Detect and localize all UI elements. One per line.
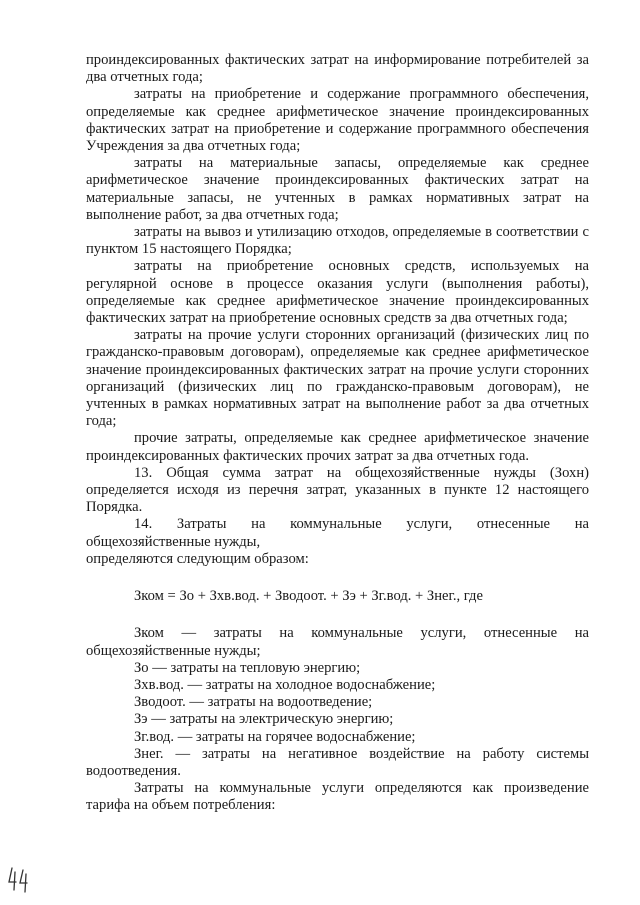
paragraph: затраты на материальные запасы, определяемые как среднее арифметическое значение проиндексированных фактических затрат на материальные запасы, не учтенных в рамках нормативных затрат на выполнение работ, за два отчетных года; bbox=[86, 155, 589, 223]
paragraph: прочие затраты, определяемые как среднее арифметическое значение проиндексированных фактических прочих затрат за два отчетных года. bbox=[86, 430, 589, 464]
paragraph: 13. Общая сумма затрат на общехозяйственные нужды (Зохн) определяется исходя из перечня затрат, указанных в пункте 12 настоящего Порядка. bbox=[86, 464, 589, 516]
paragraph: затраты на приобретение основных средств, используемых на регулярной основе в процессе оказания услуги (выполнения работы), определяемые как среднее арифметическое значение проиндексированных фактических затрат на приобретение основных средств за два отчетных года; bbox=[86, 258, 589, 327]
definition-item: Зэ — затраты на электрическую энергию; bbox=[134, 711, 394, 728]
paragraph: затраты на приобретение и содержание программного обеспечения, определяемые как среднее арифметическое значение проиндексированных фактических затрат на приобретение и содержание программного обеспечения Учреждения за два отчетных года; bbox=[86, 86, 589, 155]
spacer bbox=[86, 605, 589, 625]
paragraph: затраты на прочие услуги сторонних организаций (физических лиц по гражданско-правовым договорам), определяемые как среднее арифметическое значение проиндексированных фактических затрат на прочие услуги сторонних организаций (физических лиц по гражданско-правовым договорам), не учтенных в рамках нормативных затрат на выполнение работ за два отчетных года; bbox=[86, 327, 589, 430]
definition-item: Зг.вод. — затраты на горячее водоснабжение; bbox=[134, 728, 416, 745]
document-body bbox=[86, 52, 589, 815]
paragraph: определяются следующим образом: bbox=[86, 550, 309, 567]
definition-item: Знег. — затраты на негативное воздействие на работу системы водоотведения. bbox=[86, 745, 589, 779]
formula: Зком = Зо + Зхв.вод. + Зводоот. + Зэ + Зг.вод. + Знег., где bbox=[134, 588, 483, 605]
paragraph: 14. Затраты на коммунальные услуги, отнесенные на общехозяйственные нужды, bbox=[86, 516, 589, 550]
definition-item: Зхв.вод. — затраты на холодное водоснабжение; bbox=[134, 676, 436, 693]
handwritten-page-mark-icon bbox=[6, 864, 34, 896]
definition-item: Зком — затраты на коммунальные услуги, отнесенные на общехозяйственные нужды; bbox=[86, 625, 589, 659]
paragraph: затраты на вывоз и утилизацию отходов, определяемые в соответствии с пунктом 15 настоящего Порядка; bbox=[86, 224, 589, 258]
definition-item: Зо — затраты на тепловую энергию; bbox=[134, 659, 361, 676]
definition-item: Зводоот. — затраты на водоотведение; bbox=[134, 694, 373, 711]
paragraph: проиндексированных фактических затрат на информирование потребителей за два отчетных года; bbox=[86, 52, 589, 86]
spacer bbox=[86, 568, 589, 588]
closing-paragraph: Затраты на коммунальные услуги определяются как произведение тарифа на объем потребления: bbox=[86, 780, 589, 814]
